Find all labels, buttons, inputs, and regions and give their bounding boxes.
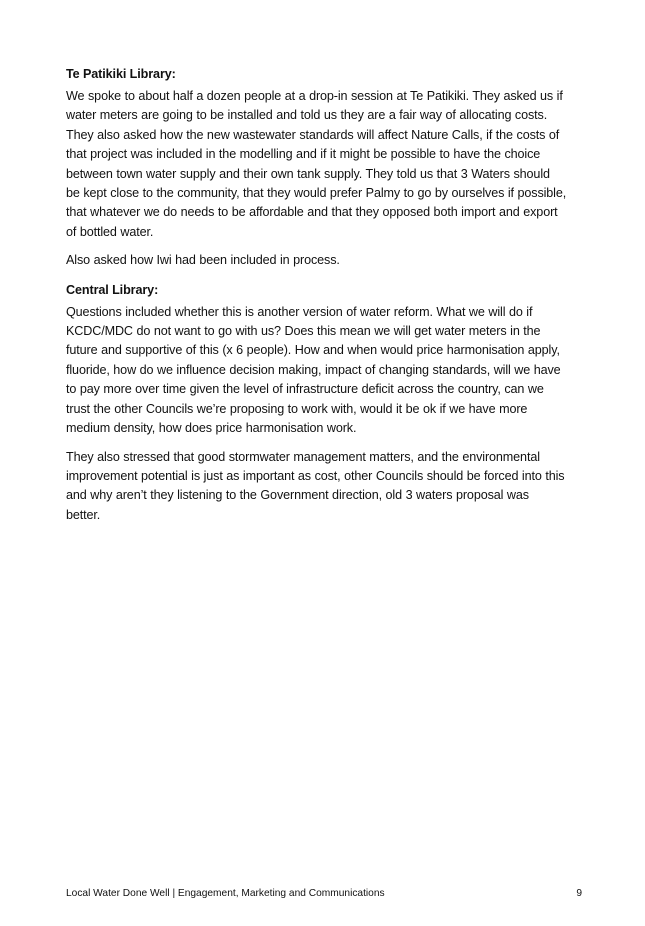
text-line: Also asked how Iwi had been included in process. <box>66 253 340 268</box>
text-line: that project was included in the modelling and if it might be possible to have the choice <box>66 147 541 162</box>
text-line: fluoride, how do we influence decision making, impact of changing standards, will we have <box>66 362 561 377</box>
text-line: water meters are going to be installed and told us they are a fair way of allocating costs. <box>66 108 548 123</box>
text-line: be kept close to the community, that they would prefer Palmy to go by ourselves if possible, <box>66 186 567 201</box>
text-line: KCDC/MDC do not want to go with us? Does this mean we will get water meters in the <box>66 324 541 339</box>
paragraph <box>66 87 582 242</box>
paragraph <box>66 448 582 526</box>
page-footer <box>66 887 582 901</box>
text-line: medium density, how does price harmonisation work. <box>66 421 357 436</box>
section-te-patikiki-library <box>66 64 582 271</box>
text-line: and why aren’t they listening to the Government direction, old 3 waters proposal was <box>66 488 529 503</box>
page-number: 9 <box>576 888 582 899</box>
text-line: Questions included whether this is another version of water reform. What we will do if <box>66 304 533 319</box>
text-line: between town water supply and their own tank supply. They told us that 3 Waters should <box>66 166 550 181</box>
text-line: trust the other Councils we’re proposing to work with, would it be ok if we have more <box>66 401 528 416</box>
section-heading: Central Library: <box>66 282 159 297</box>
paragraph <box>66 303 582 439</box>
text-line: better. <box>66 507 101 522</box>
text-line: that whatever we do needs to be affordable and that they opposed both import and export <box>66 205 558 220</box>
text-line: future and supportive of this (x 6 people). How and when would price harmonisation apply, <box>66 343 560 358</box>
text-line: They also stressed that good stormwater management matters, and the environmental <box>66 449 540 464</box>
section-heading: Te Patikiki Library: <box>66 67 176 81</box>
document-body <box>66 64 582 534</box>
text-line: They also asked how the new wastewater standards will affect Nature Calls, if the costs of <box>66 127 560 142</box>
section-central-library <box>66 280 582 525</box>
paragraph <box>66 251 582 270</box>
text-line: improvement potential is just as important as cost, other Councils should be forced into this <box>66 468 565 483</box>
footer-title: Local Water Done Well | Engagement, Marketing and Communications <box>66 888 385 899</box>
text-line: of bottled water. <box>66 224 154 239</box>
text-line: We spoke to about half a dozen people at a drop-in session at Te Patikiki. They asked us if <box>66 89 563 103</box>
text-line: to pay more over time given the level of infrastructure deficit across the country, can we <box>66 382 544 397</box>
